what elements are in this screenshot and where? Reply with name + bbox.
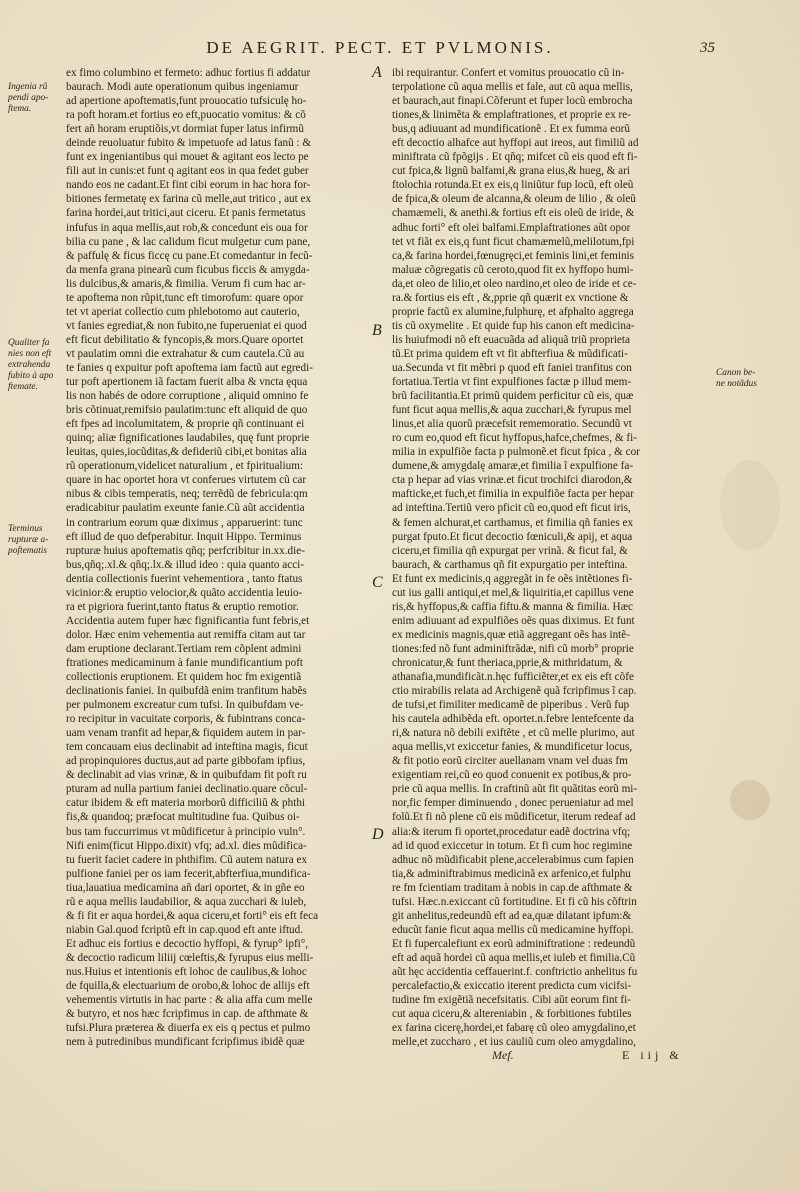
margin-note-canon bbox=[716, 368, 757, 390]
text-line: bus,q adiuuant ad mundificationẽ . Et ex fumma eorũ bbox=[392, 123, 630, 136]
text-line: catur ibidem & eft materia morborũ difficiliũ & phthi bbox=[66, 797, 306, 810]
text-line: bus tam fuccurrimus vt mũdificetur à principio vuln°. bbox=[66, 825, 306, 838]
text-line: da menfa grana pinearũ cum ficubus ficcis & amygda- bbox=[66, 263, 310, 276]
text-line: Nifi enim(ficut Hippo.dixit) vfq; ad.xl. dies mũdifica- bbox=[66, 839, 307, 852]
text-line: fili aut in cunis:et funt q agitant eos in qua fedet guber bbox=[66, 165, 309, 178]
text-line: infufus in aqua mellis,aut rob,& concedunt eis oua for bbox=[66, 221, 308, 234]
text-line: Et fi fupercalefiunt ex eorũ adminiftratione : redeundũ bbox=[392, 937, 636, 950]
margin-note-line: extrahenda bbox=[8, 360, 51, 370]
margin-note-terminus bbox=[8, 524, 48, 557]
text-line: baurach, & carthamus qñ fit expurgatio per inteftina. bbox=[392, 558, 628, 571]
text-line: bus,qñq;.xl.& qñq;.lx.& illud ideo : quia quanto acci- bbox=[66, 558, 305, 571]
margin-note-line: ne notãdus bbox=[716, 379, 757, 389]
text-line: chamæmeli, & anethi.& fortius eft eis oleũ de iride, & bbox=[392, 207, 635, 220]
catchword: Mef. bbox=[492, 1048, 514, 1062]
margin-note-line: Qualiter fa bbox=[8, 338, 50, 348]
text-line: pulfione faniei per os iam fecerit,abfterfiua,mundifica- bbox=[66, 867, 311, 880]
text-line: exigentiam rei,cũ eo quod conuenit ex potibus,& pro- bbox=[392, 769, 632, 782]
section-letter-c: C bbox=[372, 574, 383, 591]
text-line: dam eruptione declarant.Tertiam rem cõplent admini bbox=[66, 642, 302, 655]
text-line: fis,& quandoq; præfocat multitudine fua. Quibus oi- bbox=[66, 811, 300, 824]
margin-note-line: fubito à apo bbox=[8, 371, 54, 381]
text-line: ftolochia rotunda.Et ex eis,q liniũtur fup locũ, eft oleũ bbox=[392, 179, 634, 192]
text-line: alia:& iterum fi oportet,procedatur eadẽ doctrina vfq; bbox=[392, 825, 631, 838]
margin-note-line: nies non eft bbox=[8, 349, 52, 359]
text-line: terpolatione cũ aqua mellis et fale, aut cũ aqua mellis, bbox=[392, 81, 633, 94]
left-text-column bbox=[66, 66, 371, 1049]
text-line: tufsi. Hæc.n.exiccant cũ fortitudine. Et fi cũ his cõftrin bbox=[392, 895, 637, 908]
text-line: lis dulcibus,& amaris,& fimilia. Verum fi cum hac ar- bbox=[66, 277, 306, 290]
text-line: ad id quod exiccetur in totum. Et fi cum hoc regimine bbox=[392, 839, 633, 852]
text-line: maluæ cõgregatis cũ ceroto,quod fit ex hyffopo humi- bbox=[392, 263, 634, 276]
text-line: et baurach,aut finapi.Cõferunt et fuper locũ embrocha bbox=[392, 95, 633, 108]
text-line: brũ facilitantia.Et primũ quidem perficitur cũ eis, quæ bbox=[392, 390, 634, 403]
text-line: tem concauam eius declinabit ad inteftina magis, ficut bbox=[66, 741, 308, 754]
text-line: vicinior:& eruptio velocior,& quãto accidentia leuio- bbox=[66, 586, 303, 599]
text-line: quare in hac oportet hora vt conferues virtutem cũ car bbox=[66, 474, 307, 487]
text-line: his cautela adhibẽda eft. oportet.n.febre lentefcente da bbox=[392, 713, 634, 726]
text-line: nus.Huius et intentionis eft lohoc de caulibus,& lohoc bbox=[66, 966, 307, 978]
text-line: enim adiuuant ad expulfiões oẽs quas diximus. Et funt bbox=[392, 614, 635, 627]
text-line: cut fpica,& lignũ balfami,& grana eius,& hueg, & ari bbox=[392, 165, 630, 178]
text-line: rupturæ huius apoftematis qñq; perfcribitur in.xx.die- bbox=[66, 544, 305, 557]
text-line: linus,et alia quorũ præcefsit rememoratio. Secundũ vt bbox=[392, 418, 632, 431]
text-line: git anhelitus,redeundũ eft ad ea,quæ dilatant ipfum:& bbox=[392, 909, 632, 922]
margin-note-line: Canon be- bbox=[716, 368, 756, 378]
text-line: chronicatur,& funt theriaca,pprie,& mithridatum, & bbox=[392, 656, 623, 669]
text-line: percalefactio,& exiccatio iterent predicta cum vicifsi- bbox=[392, 980, 632, 993]
text-line: funt ficut aqua mellis,& aqua zucchari,& fyrupus mel bbox=[392, 404, 632, 417]
text-line: de fquilla,& electuarium de orobo,& lohoc de allijs eft bbox=[66, 980, 310, 993]
paper-stain bbox=[720, 460, 780, 550]
text-line: miniftrata cũ fpõgijs . Et qñq; mifcet cũ eis quod eft fi- bbox=[392, 151, 638, 164]
text-line: ex medicinis magnis,quæ etiã aggregant oẽs has intẽ- bbox=[392, 628, 630, 641]
text-line: ex fimo columbino et fermeto: adhuc fortius fi addatur bbox=[66, 67, 311, 79]
text-line: aũt hęc accidentia ceffauerint.f. conftrictio anhelitus fu bbox=[392, 966, 638, 978]
text-line: tũ.Et prima quidem eft vt fit abfterfiua & mũdificati- bbox=[392, 347, 628, 360]
text-line: ra.& fortius eis eft , &,pprie qñ quærit ex vnctione & bbox=[392, 291, 629, 304]
text-line: ad propinquiores ductus,aut ad parte gibbofam ipfius, bbox=[66, 755, 306, 768]
text-line: per pulmonem excreatur cum tufsi. In quibufdam ve- bbox=[66, 699, 304, 712]
text-line: tet vt fiãt ex eis,q funt ficut chamæmelũ,melilotum,fpi bbox=[392, 235, 635, 248]
text-line: ri,& natura nõ debili exiftẽte , et cũ melle plurimo, aut bbox=[392, 727, 635, 740]
text-line: eft illud de quo defperabitur. Inquit Hippo. Terminus bbox=[66, 530, 302, 543]
text-line: in contrarium eorum quæ diximus , apparuerint: tunc bbox=[66, 516, 303, 529]
text-line: fert añ horam eruptiõis,vt dormiat fuper latus infirmũ bbox=[66, 123, 304, 136]
text-line: & paffulę & ficus ficcę cu pane.Et comedantur in fecũ- bbox=[66, 249, 313, 262]
text-line: vt paulatim omni die extrahatur & cum cautela.Cũ au bbox=[66, 347, 305, 360]
text-line: milia in expulfiõe facta p pulmonẽ.et ficut fpica , & cor bbox=[392, 446, 640, 459]
text-line: tiones,& linimẽta & emplaftrationes, et proprie ex re- bbox=[392, 109, 631, 122]
text-line: pturam ad nulla partium faniei declinatio.quare cõcul- bbox=[66, 783, 308, 796]
text-line: dolor. Hæc enim vehementia aut remiffa citam aut tar bbox=[66, 628, 306, 641]
text-line: ro cum eo,quod eft ficut hyffopus,hafce,chefmes, & fi- bbox=[392, 432, 637, 445]
text-line: de fpica,& oleum de alcanna,& oleum de lilio , & oleũ bbox=[392, 193, 636, 206]
text-line: vehementis virtutis in hac parte : & alia affa cum melle bbox=[66, 994, 313, 1007]
section-letter-a: A bbox=[372, 64, 382, 81]
text-line: ua.Secunda vt fit mẽbri p quod eft faniei tranfitus con bbox=[392, 361, 632, 374]
text-line: dentia collectionis fuerint vehementiora , tanto ftatus bbox=[66, 572, 303, 585]
text-line: dumene,& amygdalę amaræ,et fimilia ĩ expulfione fa- bbox=[392, 460, 634, 473]
text-line: de tufsi,et fimiliter medicamẽ de piperibus . Verũ fup bbox=[392, 699, 630, 712]
text-line: tet vt aperiat collectio cum phlebotomo aut cauterio, bbox=[66, 305, 300, 318]
text-line: cta p hepar ad vias vrinæ.et ficut trochifci diarodon,& bbox=[392, 474, 633, 487]
margin-note-line: poftematis bbox=[8, 546, 48, 556]
text-line: ex farina cicerę,hordei,et fabarę cũ oleo amygdalino,et bbox=[392, 1022, 636, 1035]
text-line: funt ex ingeniantibus qui mouet & agitant eos lecto pe bbox=[66, 151, 309, 164]
text-line: melle,et zuccharo , et ius cauliũ cum oleo amygdalino, bbox=[392, 1036, 636, 1049]
text-line: ra et pigriora fuerint,tanto ftatus & eruptio remotior. bbox=[66, 600, 299, 613]
text-line: folũ.Et fi nõ plene cũ eis mũdificetur, iterum redeaf ad bbox=[392, 811, 636, 824]
text-line: nando eos ne cadant.Et fint cibi eorum in hac hora for- bbox=[66, 179, 311, 192]
text-line: nor,fic femper diminuendo , donec perueniatur ad mel bbox=[392, 797, 634, 810]
margin-note-ingenia bbox=[8, 82, 48, 115]
text-line: & fit potio eorũ circiter auellanam vnam vel duas fm bbox=[392, 755, 628, 768]
text-line: & butyro, et nos hæc fcripfimus in cap. de afthmate & bbox=[66, 1008, 309, 1021]
text-line: ad apertione apoftematis,funt prouocatio tufsiculę ho- bbox=[66, 95, 307, 108]
text-line: eft decoctio alhafce aut hyffopi aut ireos, aut fimiliũ ad bbox=[392, 137, 639, 150]
text-line: tiua,lauatiua medicamina añ dari oportet, & in gñe eo bbox=[66, 881, 305, 894]
text-line: deinde reuoluatur fubito & impetuofe ad latus fanũ : & bbox=[66, 137, 312, 150]
text-line: vt fanies egrediat,& non fubito,ne fuperueniat ei quod bbox=[66, 319, 307, 332]
text-line: ro recipitur in vacuitate corporis, & fubintrans conca- bbox=[66, 713, 306, 726]
text-line: ad inteftina.Tertiũ vero pficit cũ eo,quod eft ficut iris, bbox=[392, 502, 631, 515]
margin-note-line: Ingenia rũ bbox=[8, 82, 48, 92]
text-line: niabin Gal.quod fcriptũ eft in cap.quod eft ante iftud. bbox=[66, 923, 304, 936]
text-line: & femen alchurat,et carthamus, et fimilia qñ fanies ex bbox=[392, 516, 634, 529]
text-line: rũ operationum,videlicet naturalium , et fpiritualium: bbox=[66, 460, 304, 473]
text-line: tu fuerit faciet cadere in phthifim. Cũ autem natura ex bbox=[66, 853, 308, 866]
text-line: ibi requirantur. Confert et vomitus prouocatio cũ in- bbox=[392, 67, 625, 79]
text-line: cut aqua ciceru,& altereniabin , & forbitiones fubtiles bbox=[392, 1008, 632, 1021]
text-line: baurach. Modi aute operationum quibus ingeniamur bbox=[66, 81, 299, 94]
text-line: leuitas, quies,iocũditas,& defideriũ cibi,et bonitas alia bbox=[66, 446, 307, 459]
text-line: quinq; aliæ fignificationes laudabiles, quę funt proprie bbox=[66, 432, 310, 445]
text-line: tis cũ oxymelite . Et quide fup his canon eft medicina- bbox=[392, 319, 635, 332]
margin-note-line: ftemate. bbox=[8, 382, 38, 392]
text-line: eft ad aquã hordei cũ aqua mellis,et iuleb et fimilia.Cũ bbox=[392, 951, 636, 964]
text-line: declinationis faniei. In quibufdã enim tranfitum habẽs bbox=[66, 685, 307, 698]
text-line: cut ius galli antiqui,et mel,& liquiritia,et capillus vene bbox=[392, 586, 634, 599]
text-line: tia,& adminiftrabimus medicinã ex arfenico,et fulphu bbox=[392, 867, 631, 880]
text-line: aqua mellis,vt exiccetur fanies, & mundificetur locus, bbox=[392, 741, 633, 754]
text-line: mafticke,et fuch,et fimilia in expulfiõe facta per hepar bbox=[392, 488, 634, 501]
text-line: nibus & cibis temperatis, neq; terrẽdũ de febricula:qm bbox=[66, 488, 308, 501]
page-number: 35 bbox=[700, 40, 715, 56]
text-line: ciceru,et fimilia qñ expurgat per vrinã. & ficut fal, & bbox=[392, 544, 628, 557]
text-line: ra poft horam.et fortius eo eft,puocatio vomitus: & cõ bbox=[66, 109, 306, 122]
margin-note-line: Terminus bbox=[8, 524, 43, 534]
text-line: bitiones fermetatę ex farina cũ melle,aut tritico , aut ex bbox=[66, 193, 312, 206]
text-line: proprie factũ ex alumine,fulphurę, et afphalto aggrega bbox=[392, 305, 634, 318]
text-line: & declinabit ad vias vrinæ, & in quibufdam fit poft ru bbox=[66, 769, 307, 782]
text-line: te apoftema non rũpit,tunc eft timorofum: quare opor bbox=[66, 291, 304, 304]
text-line: bris cõtinuat,remifsio paulatim:tunc eft aliquid de quo bbox=[66, 404, 308, 417]
text-line: educũt fanie ficut aqua mellis cũ medicamine hyffopi. bbox=[392, 923, 634, 936]
text-line: ris,& hyffopus,& caffia fiftu.& manna & fimilia. Hæc bbox=[392, 600, 634, 613]
text-line: ftrationes medicaminum à fanie mundificantium poft bbox=[66, 656, 304, 669]
margin-note-line: rupturæ a- bbox=[8, 535, 49, 545]
text-line: lis non habés de odore corruptione , aliquid omnino fe bbox=[66, 390, 309, 403]
text-line: purgat fputo.Et ficut decoctio fœniculi,& apij, et aqua bbox=[392, 530, 633, 543]
text-line: Accidentia autem fuper hæc fignificantia funt febris,et bbox=[66, 614, 310, 627]
text-line: fortatiua.Tertia vt fint expulfiones factæ p illud mem- bbox=[392, 376, 632, 389]
text-line: & fi fit er aqua hordei,& aqua ciceru,et forti° eis eft feca bbox=[66, 909, 319, 922]
text-line: bilia cu pane , & lac calidum ficut mulgetur cum pane, bbox=[66, 235, 311, 248]
margin-note-line: pendi apo- bbox=[8, 93, 49, 103]
text-line: tiones:fed nõ funt adminiftrãdæ, nifi cũ morb° proprie bbox=[392, 642, 634, 655]
text-line: Et adhuc eis fortius e decoctio hyffopi, & fyrup° ipfi°, bbox=[66, 937, 309, 950]
text-line: eft fpes ad incolumitatem, & proprie qñ continuant ei bbox=[66, 418, 305, 431]
text-line: ctio mirabilis relata ad Archigenẽ quã fcripfimus ĩ cap. bbox=[392, 685, 637, 698]
section-letter-b: B bbox=[372, 322, 382, 339]
text-line: tudine fm exigẽtiã necefsitatis. Cibi aũt eorum fint fi- bbox=[392, 994, 631, 1007]
text-line: da,et oleo de lilio,et oleo nardino,et oleo de iride et ce- bbox=[392, 277, 637, 290]
margin-note-qualiter bbox=[8, 338, 53, 393]
text-line: Et funt ex medicinis,q aggregãt in fe oẽs intẽtiones fi- bbox=[392, 572, 633, 585]
text-line: collectionis eruptionem. Et quidem hoc fm exigentiã bbox=[66, 671, 302, 684]
text-line: nem à putredinibus mundificant fcripfimus ibidẽ quæ bbox=[66, 1036, 305, 1049]
section-letter-d: D bbox=[372, 826, 384, 843]
running-title: DE AEGRIT. PECT. ET PVLMONIS. bbox=[206, 38, 554, 57]
text-line: ca,& farina hordei,fœnugręci,et feminis lini,et feminis bbox=[392, 249, 635, 262]
right-text-column bbox=[392, 66, 710, 1049]
text-line: rũ e aqua mellis laudabilior, & aqua zucchari & iuleb, bbox=[66, 895, 307, 908]
paper-stain bbox=[730, 780, 770, 820]
margin-note-line: ftema. bbox=[8, 104, 32, 114]
text-line: re fm fcientiam traditam à nobis in cap.de afthmate & bbox=[392, 881, 633, 894]
text-line: uam venam tranfit ad hepar,& fiquidem autem in par- bbox=[66, 727, 306, 740]
text-line: farina hordei,aut tritici,aut ciceru. Et panis fermetatus bbox=[66, 207, 306, 220]
text-line: adhuc nõ mũdificabit plene,accelerabimus cum fapien bbox=[392, 853, 634, 866]
text-line: tur poft apertionem iã factam fuerit alba & vncta ęqua bbox=[66, 376, 308, 389]
text-line: lis huiufmodi nõ eft euacuãda ad aliquã triũ proprieta bbox=[392, 333, 630, 346]
text-line: eradicabitur paulatim exeunte fanie.Cũ aũt accidentia bbox=[66, 502, 305, 515]
text-line: & decoctio radicum liliij cœleftis,& fyrupus eius melli- bbox=[66, 951, 314, 964]
text-line: eft ficut debilitatio & fyncopis,& mors.Quare oportet bbox=[66, 333, 304, 346]
text-line: tufsi.Plura præterea & diuerfa ex eis q pectus et pulmo bbox=[66, 1022, 311, 1035]
text-line: prie cũ aqua mellis. In craftinũ aũt fit quãtitas eorũ mi- bbox=[392, 783, 638, 796]
text-line: adhuc forti° eft olei balfami.Emplaftrationes aũt opor bbox=[392, 221, 631, 234]
text-line: te fanies q expuitur poft apoftema iam factũ aut egredi- bbox=[66, 361, 313, 374]
signature-mark: E iij & bbox=[622, 1048, 683, 1062]
text-line: athanafia,mundificãt.n.hęc fufficiẽter,et ex eis eft cõfe bbox=[392, 671, 634, 684]
